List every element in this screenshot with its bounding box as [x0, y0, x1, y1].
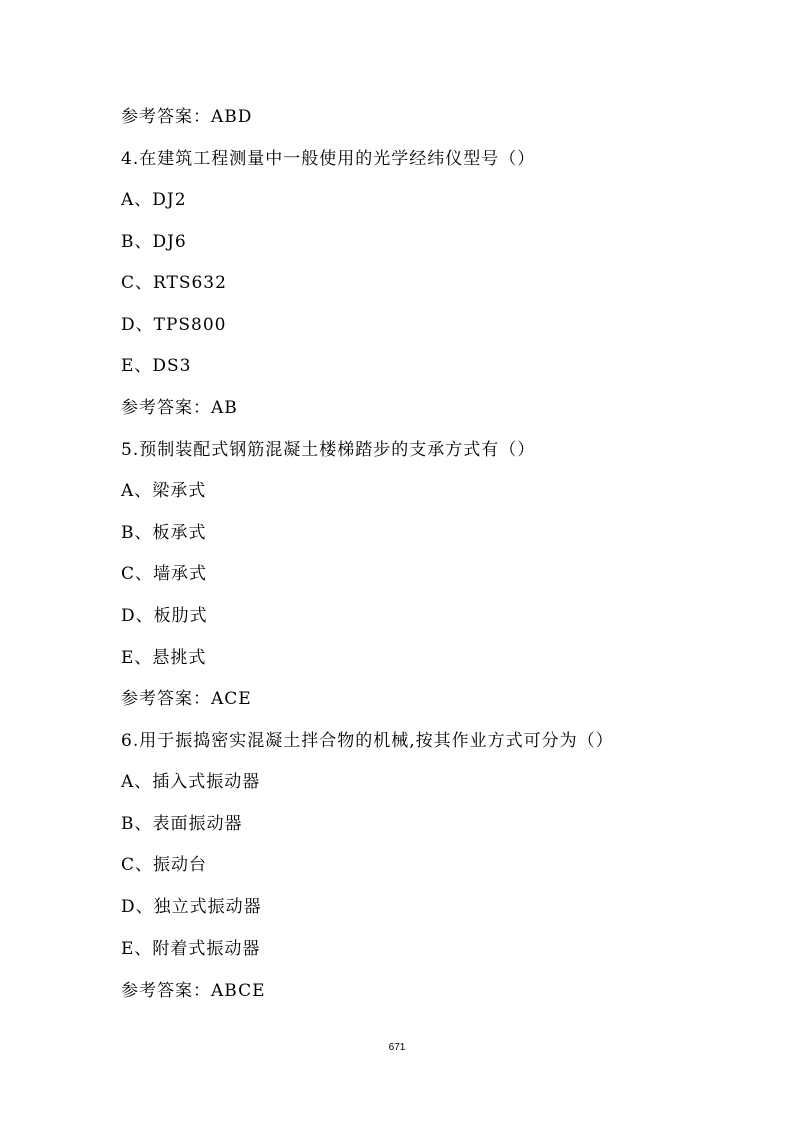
q4-option-e: E、DS3 [121, 356, 192, 376]
q4-option-b: B、DJ6 [121, 232, 187, 252]
q6-option-c: C、振动台 [121, 855, 208, 875]
answer-q3: 参考答案：ABD [121, 107, 253, 127]
q5-option-c: C、墙承式 [121, 564, 208, 584]
q4-option-a: A、DJ2 [121, 190, 187, 210]
answer-q6: 参考答案：ABCE [121, 981, 266, 1001]
q5-option-a: A、梁承式 [121, 481, 207, 501]
q6-option-a: A、插入式振动器 [121, 772, 261, 792]
q5-option-b: B、板承式 [121, 523, 207, 543]
q6-option-b: B、表面振动器 [121, 814, 243, 834]
q5-option-e: E、悬挑式 [121, 648, 207, 668]
page-number: 671 [388, 1042, 406, 1053]
answer-q4: 参考答案：AB [121, 398, 238, 418]
q6-option-d: D、独立式振动器 [121, 897, 262, 917]
q6-option-e: E、附着式振动器 [121, 939, 261, 959]
question-4: 4.在建筑工程测量中一般使用的光学经纬仪型号（） [121, 149, 536, 169]
q5-option-d: D、板肋式 [121, 606, 208, 626]
question-6: 6.用于振捣密实混凝土拌合物的机械,按其作业方式可分为（） [121, 731, 614, 751]
q4-option-c: C、RTS632 [121, 273, 227, 293]
question-5: 5.预制装配式钢筋混凝土楼梯踏步的支承方式有（） [121, 440, 536, 460]
q4-option-d: D、TPS800 [121, 315, 227, 335]
answer-q5: 参考答案：ACE [121, 689, 252, 709]
